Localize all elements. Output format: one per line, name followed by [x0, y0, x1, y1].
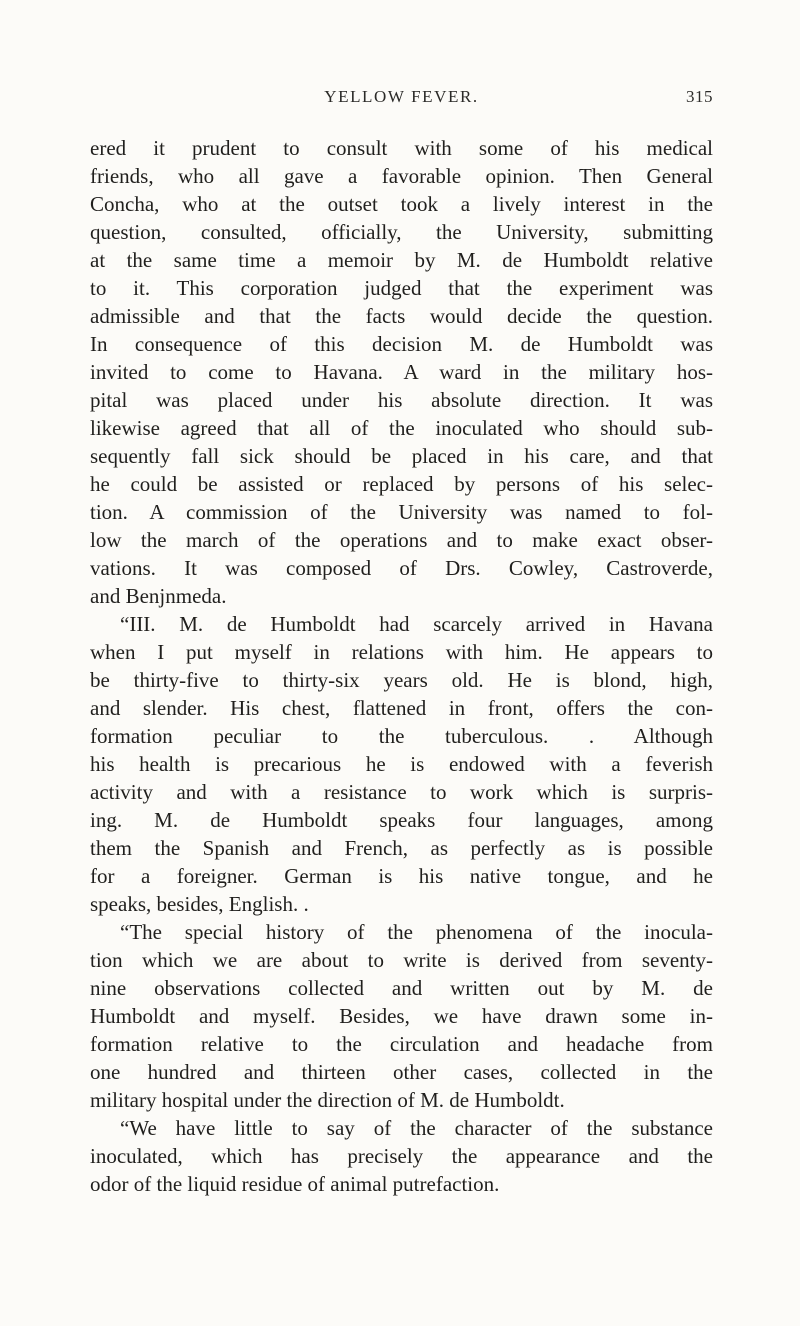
text-line: invited to come to Havana. A ward in the military hos-: [90, 360, 713, 384]
text-line: likewise agreed that all of the inoculated who should sub-: [90, 416, 713, 440]
text-line: military hospital under the direction of M. de Humboldt.: [90, 1088, 565, 1112]
text-line: speaks, besides, English. .: [90, 892, 309, 916]
page-header: [90, 86, 713, 108]
text-line: tion. A commission of the University was named to fol-: [90, 500, 713, 524]
text-line: be thirty-five to thirty-six years old. He is blond, high,: [90, 668, 713, 692]
text-line: “III. M. de Humboldt had scarcely arrived in Havana: [120, 612, 713, 636]
paragraph: [90, 610, 713, 918]
text-line: “The special history of the phenomena of the inocula-: [120, 920, 713, 944]
text-line: question, consulted, officially, the University, submitting: [90, 220, 713, 244]
text-line: his health is precarious he is endowed with a feverish: [90, 752, 713, 776]
text-line: them the Spanish and French, as perfectly as is possible: [90, 836, 713, 860]
text-line: for a foreigner. German is his native tongue, and he: [90, 864, 713, 888]
text-line: activity and with a resistance to work which is surpris-: [90, 780, 713, 804]
text-line: ing. M. de Humboldt speaks four languages, among: [90, 808, 713, 832]
text-line: he could be assisted or replaced by persons of his selec-: [90, 472, 713, 496]
text-line: Humboldt and myself. Besides, we have drawn some in-: [90, 1004, 713, 1028]
page-number: 315: [686, 87, 713, 106]
text-line: inoculated, which has precisely the appearance and the: [90, 1144, 713, 1168]
text-line: In consequence of this decision M. de Humboldt was: [90, 332, 713, 356]
text-line: ered it prudent to consult with some of his medical: [90, 136, 713, 160]
paragraph: [90, 1114, 713, 1198]
text-line: tion which we are about to write is derived from seventy-: [90, 948, 713, 972]
text-line: formation relative to the circulation and headache from: [90, 1032, 713, 1056]
text-line: nine observations collected and written out by M. de: [90, 976, 713, 1000]
text-line: formation peculiar to the tuberculous. . Although: [90, 724, 713, 748]
text-line: low the march of the operations and to make exact obser-: [90, 528, 713, 552]
paragraph: [90, 134, 713, 610]
text-line: odor of the liquid residue of animal putrefaction.: [90, 1172, 500, 1196]
text-line: one hundred and thirteen other cases, collected in the: [90, 1060, 713, 1084]
text-line: “We have little to say of the character of the substance: [120, 1116, 713, 1140]
text-line: sequently fall sick should be placed in his care, and that: [90, 444, 713, 468]
text-line: at the same time a memoir by M. de Humboldt relative: [90, 248, 713, 272]
text-line: when I put myself in relations with him. He appears to: [90, 640, 713, 664]
running-title: YELLOW FEVER.: [324, 87, 479, 106]
text-line: Concha, who at the outset took a lively interest in the: [90, 192, 713, 216]
text-line: and Benjnmeda.: [90, 584, 227, 608]
text-line: pital was placed under his absolute direction. It was: [90, 388, 713, 412]
text-line: admissible and that the facts would decide the question.: [90, 304, 713, 328]
text-line: to it. This corporation judged that the experiment was: [90, 276, 713, 300]
paragraph: [90, 918, 713, 1114]
text-line: friends, who all gave a favorable opinion. Then General: [90, 164, 713, 188]
page-body-text: [90, 134, 713, 1198]
text-line: and slender. His chest, flattened in front, offers the con-: [90, 696, 713, 720]
text-line: vations. It was composed of Drs. Cowley, Castroverde,: [90, 556, 713, 580]
